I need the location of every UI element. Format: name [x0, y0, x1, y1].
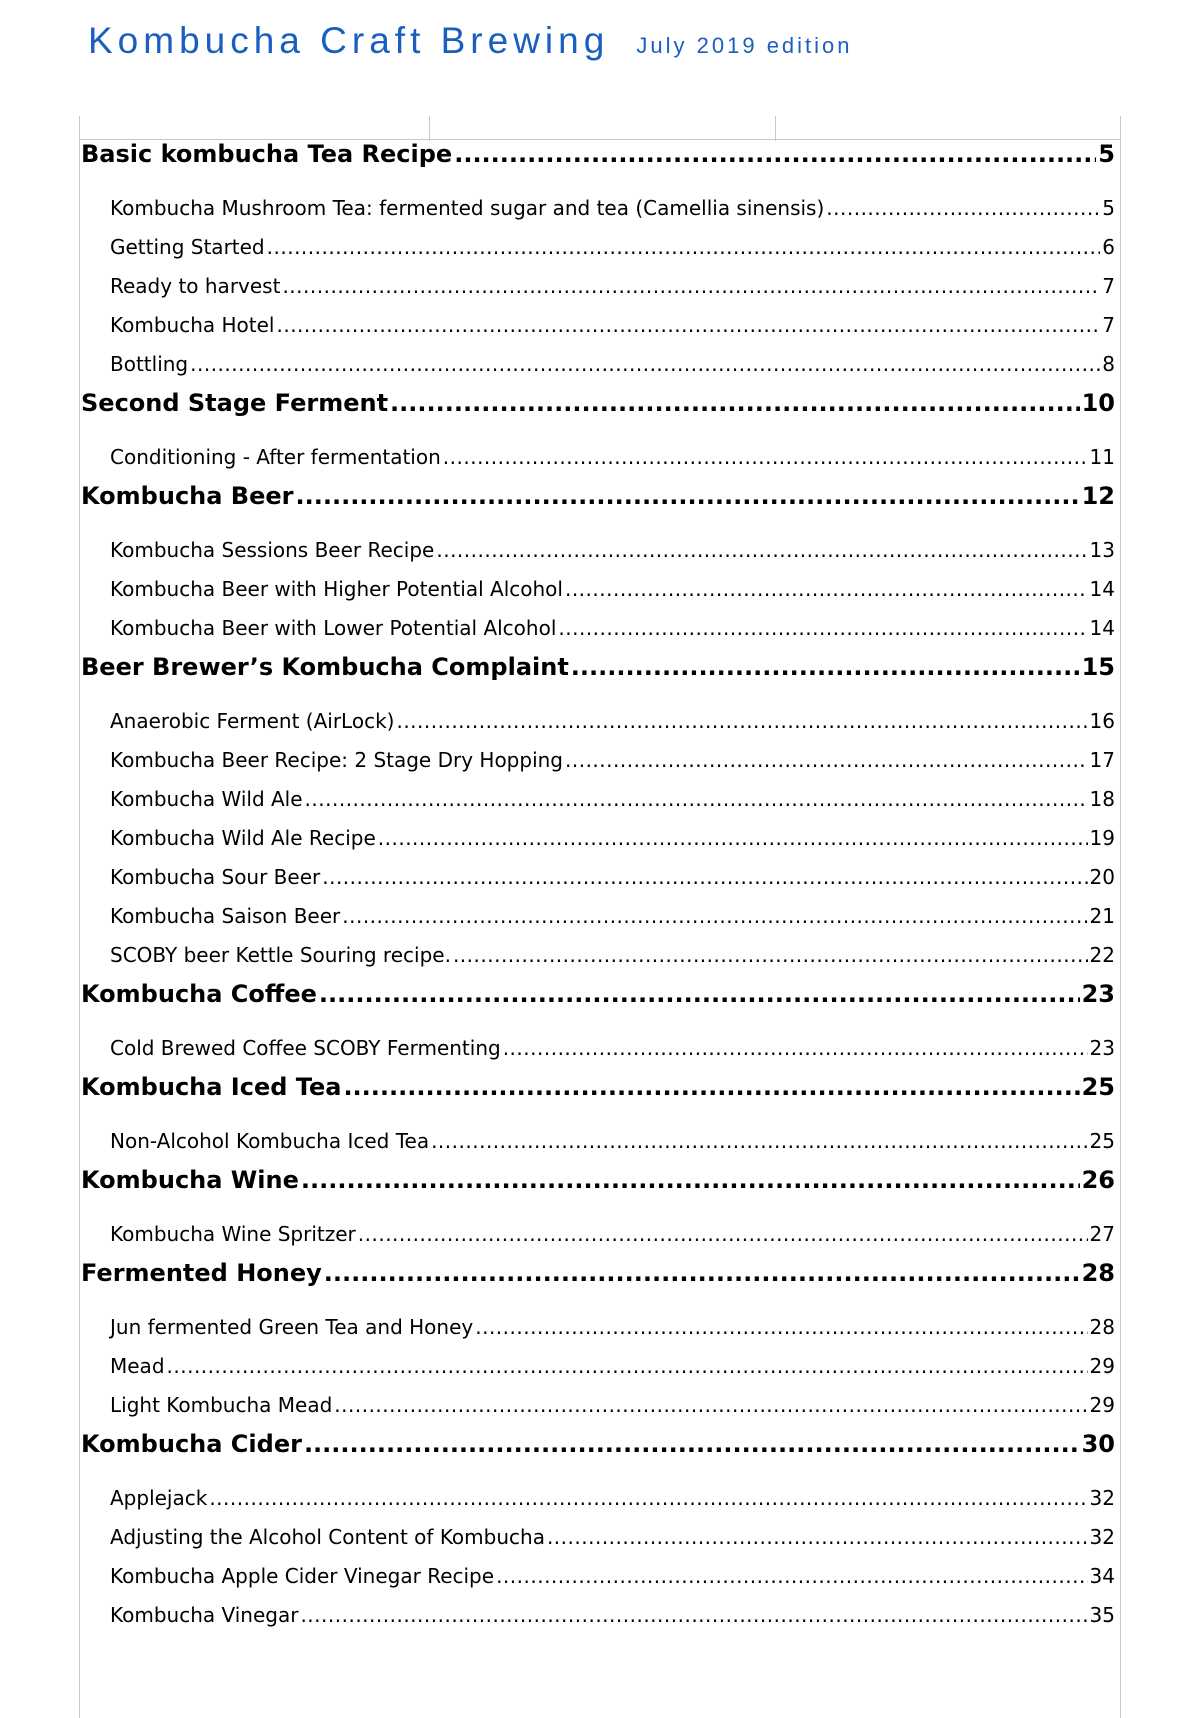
column-divider	[775, 116, 776, 141]
toc-page-number: 20	[1089, 865, 1115, 889]
toc-section-entry[interactable]	[81, 349, 1115, 388]
toc-page-number: 35	[1089, 1603, 1115, 1627]
toc-dot-leader	[453, 940, 1088, 970]
toc-page-number: 22	[1089, 943, 1115, 967]
toc-section-entry[interactable]	[81, 613, 1115, 652]
toc-page-number: 23	[1081, 980, 1115, 1008]
toc-page-number: 34	[1089, 1564, 1115, 1588]
toc-page-number: 29	[1089, 1393, 1115, 1417]
toc-dot-leader	[503, 1033, 1088, 1063]
toc-section-entry[interactable]	[81, 1126, 1115, 1165]
toc-entry-title: Kombucha Mushroom Tea: fermented sugar and tea (Camellia sinensis)	[110, 196, 825, 220]
toc-entry-title: Ready to harvest	[110, 274, 281, 298]
toc-page-number: 19	[1089, 826, 1115, 850]
toc-entry-title: Kombucha Sessions Beer Recipe	[110, 538, 435, 562]
toc-dot-leader	[558, 613, 1087, 643]
toc-section-entry[interactable]	[81, 862, 1115, 901]
toc-page-number: 14	[1089, 616, 1115, 640]
document-edition: July 2019 edition	[636, 33, 853, 58]
toc-page-number: 26	[1081, 1166, 1115, 1194]
toc-section-entry[interactable]	[81, 232, 1115, 271]
toc-section-entry[interactable]	[81, 901, 1115, 940]
toc-entry-title: SCOBY beer Kettle Souring recipe.	[110, 943, 451, 967]
toc-page-number: 18	[1089, 787, 1115, 811]
toc-section-entry[interactable]	[81, 1483, 1115, 1522]
toc-page-number: 32	[1089, 1525, 1115, 1549]
toc-dot-leader	[295, 481, 1079, 511]
toc-entry-title: Light Kombucha Mead	[110, 1393, 333, 1417]
toc-entry-title: Kombucha Vinegar	[110, 1603, 299, 1627]
toc-section-entry[interactable]	[81, 823, 1115, 862]
toc-entry-title: Cold Brewed Coffee SCOBY Fermenting	[110, 1036, 501, 1060]
toc-chapter-entry[interactable]	[81, 481, 1115, 535]
toc-page-number: 29	[1089, 1354, 1115, 1378]
toc-dot-leader	[190, 349, 1100, 379]
toc-section-entry[interactable]	[81, 1522, 1115, 1561]
toc-page-number: 6	[1102, 235, 1115, 259]
toc-entry-title: Non-Alcohol Kombucha Iced Tea	[110, 1129, 430, 1153]
toc-dot-leader	[305, 784, 1088, 814]
toc-dot-leader	[342, 901, 1087, 931]
toc-chapter-entry[interactable]	[81, 1165, 1115, 1219]
toc-page-number: 10	[1081, 389, 1115, 417]
toc-dot-leader	[475, 1312, 1087, 1342]
toc-page-number: 30	[1081, 1430, 1115, 1458]
toc-entry-title: Kombucha Wine Spritzer	[110, 1222, 356, 1246]
toc-page-number: 32	[1089, 1486, 1115, 1510]
toc-entry-title: Kombucha Beer with Lower Potential Alcohol	[110, 616, 557, 640]
toc-dot-leader	[358, 1219, 1088, 1249]
toc-dot-leader	[454, 139, 1096, 169]
toc-section-entry[interactable]	[81, 271, 1115, 310]
toc-dot-leader	[304, 1429, 1080, 1459]
table-of-contents	[81, 139, 1115, 1639]
toc-page-number: 12	[1081, 482, 1115, 510]
toc-entry-title: Kombucha Cider	[81, 1430, 302, 1458]
document-header	[88, 20, 853, 62]
toc-dot-leader	[436, 535, 1087, 565]
toc-page-number: 7	[1102, 313, 1115, 337]
toc-section-entry[interactable]	[81, 940, 1115, 979]
toc-page-number: 28	[1081, 1259, 1115, 1287]
toc-entry-title: Beer Brewer’s Kombucha Complaint	[81, 653, 569, 681]
toc-dot-leader	[826, 193, 1100, 223]
toc-page-number: 23	[1089, 1036, 1115, 1060]
toc-entry-title: Getting Started	[110, 235, 265, 259]
toc-entry-title: Adjusting the Alcohol Content of Kombucha	[110, 1525, 545, 1549]
toc-dot-leader	[300, 1600, 1087, 1630]
toc-section-entry[interactable]	[81, 1351, 1115, 1390]
toc-section-entry[interactable]	[81, 1390, 1115, 1429]
toc-chapter-entry[interactable]	[81, 388, 1115, 442]
toc-dot-leader	[322, 862, 1087, 892]
toc-entry-title: Kombucha Sour Beer	[110, 865, 321, 889]
toc-dot-leader	[396, 706, 1087, 736]
toc-entry-title: Kombucha Saison Beer	[110, 904, 341, 928]
toc-section-entry[interactable]	[81, 442, 1115, 481]
toc-entry-title: Kombucha Beer with Higher Potential Alcohol	[110, 577, 563, 601]
toc-entry-title: Jun fermented Green Tea and Honey	[110, 1315, 474, 1339]
toc-chapter-entry[interactable]	[81, 1429, 1115, 1483]
toc-entry-title: Second Stage Ferment	[81, 389, 389, 417]
toc-page-number: 13	[1089, 538, 1115, 562]
toc-section-entry[interactable]	[81, 310, 1115, 349]
toc-dot-leader	[301, 1165, 1080, 1195]
toc-dot-leader	[276, 310, 1100, 340]
toc-page-number: 25	[1089, 1129, 1115, 1153]
toc-page-number: 16	[1089, 709, 1115, 733]
toc-page-number: 11	[1089, 445, 1115, 469]
toc-entry-title: Bottling	[110, 352, 189, 376]
toc-entry-title: Conditioning - After fermentation	[110, 445, 441, 469]
toc-dot-leader	[565, 574, 1088, 604]
toc-section-entry[interactable]	[81, 1219, 1115, 1258]
toc-dot-leader	[496, 1561, 1087, 1591]
toc-section-entry[interactable]	[81, 1312, 1115, 1351]
toc-section-entry[interactable]	[81, 1600, 1115, 1639]
toc-dot-leader	[267, 232, 1101, 262]
toc-entry-title: Kombucha Beer Recipe: 2 Stage Dry Hopping	[110, 748, 563, 772]
toc-section-entry[interactable]	[81, 784, 1115, 823]
column-divider	[429, 116, 430, 141]
toc-entry-title: Kombucha Apple Cider Vinegar Recipe	[110, 1564, 495, 1588]
toc-entry-title: Kombucha Wine	[81, 1166, 299, 1194]
document-title: Kombucha Craft Brewing	[88, 20, 610, 61]
toc-dot-leader	[324, 1258, 1080, 1288]
toc-section-entry[interactable]	[81, 535, 1115, 574]
toc-page-number: 28	[1089, 1315, 1115, 1339]
toc-dot-leader	[378, 823, 1088, 853]
toc-dot-leader	[547, 1522, 1088, 1552]
toc-section-entry[interactable]	[81, 193, 1115, 232]
toc-entry-title: Kombucha Hotel	[110, 313, 275, 337]
toc-page-number: 5	[1098, 140, 1115, 168]
toc-chapter-entry[interactable]	[81, 139, 1115, 193]
toc-page-number: 17	[1089, 748, 1115, 772]
toc-dot-leader	[571, 652, 1080, 682]
toc-section-entry[interactable]	[81, 1561, 1115, 1600]
toc-page-number: 21	[1089, 904, 1115, 928]
toc-page-number: 25	[1081, 1073, 1115, 1101]
toc-entry-title: Kombucha Wild Ale Recipe	[110, 826, 376, 850]
toc-page-number: 15	[1081, 653, 1115, 681]
toc-entry-title: Kombucha Iced Tea	[81, 1073, 342, 1101]
toc-page-number: 8	[1102, 352, 1115, 376]
toc-entry-title: Kombucha Beer	[81, 482, 294, 510]
toc-entry-title: Kombucha Wild Ale	[110, 787, 303, 811]
toc-dot-leader	[167, 1351, 1088, 1381]
toc-dot-leader	[390, 388, 1080, 418]
toc-dot-leader	[319, 979, 1080, 1009]
toc-page-number: 5	[1102, 196, 1115, 220]
toc-chapter-entry[interactable]	[81, 652, 1115, 706]
toc-dot-leader	[334, 1390, 1087, 1420]
toc-dot-leader	[282, 271, 1100, 301]
toc-section-entry[interactable]	[81, 706, 1115, 745]
toc-dot-leader	[565, 745, 1088, 775]
toc-chapter-entry[interactable]	[81, 1072, 1115, 1126]
toc-page-number: 14	[1089, 577, 1115, 601]
toc-entry-title: Basic kombucha Tea Recipe	[81, 140, 453, 168]
toc-dot-leader	[443, 442, 1088, 472]
toc-entry-title: Mead	[110, 1354, 165, 1378]
toc-page-number: 7	[1102, 274, 1115, 298]
toc-dot-leader	[343, 1072, 1079, 1102]
toc-page-number: 27	[1089, 1222, 1115, 1246]
toc-section-entry[interactable]	[81, 1033, 1115, 1072]
toc-entry-title: Applejack	[110, 1486, 208, 1510]
toc-section-entry[interactable]	[81, 574, 1115, 613]
toc-dot-leader	[209, 1483, 1087, 1513]
toc-chapter-entry[interactable]	[81, 1258, 1115, 1312]
toc-entry-title: Fermented Honey	[81, 1259, 322, 1287]
toc-chapter-entry[interactable]	[81, 979, 1115, 1033]
toc-section-entry[interactable]	[81, 745, 1115, 784]
toc-dot-leader	[431, 1126, 1087, 1156]
toc-entry-title: Anaerobic Ferment (AirLock)	[110, 709, 395, 733]
toc-entry-title: Kombucha Coffee	[81, 980, 317, 1008]
